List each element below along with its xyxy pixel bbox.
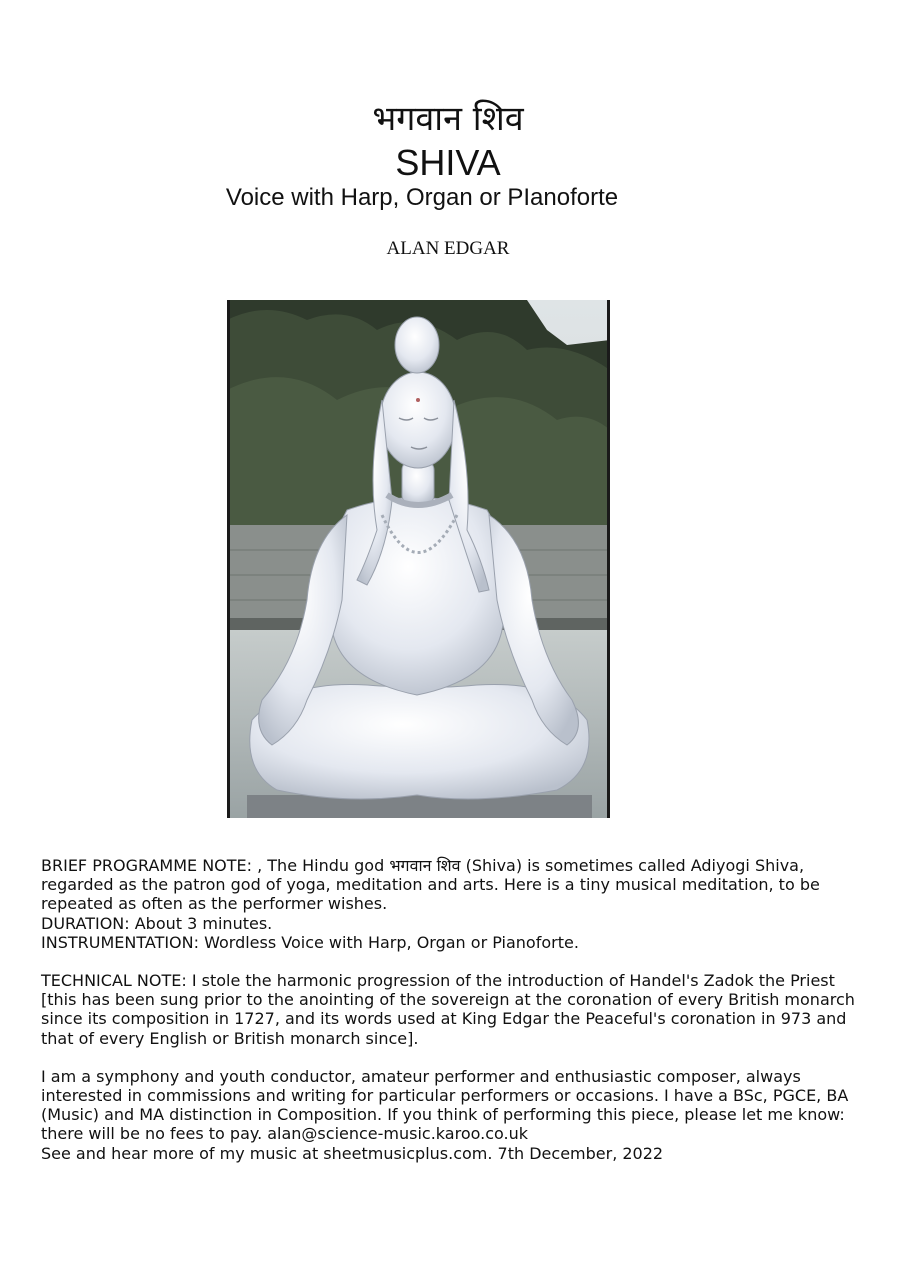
instrumentation-note: INSTRUMENTATION: Wordless Voice with Harp, Organ or Pianoforte. <box>41 932 579 952</box>
duration-note: DURATION: About 3 minutes. <box>41 913 273 933</box>
programme-notes <box>41 856 871 1163</box>
spacer <box>41 1048 871 1067</box>
technical-note: TECHNICAL NOTE: I stole the harmonic progression of the introduction of Handel's Zadok the Priest [this has been sung prior to the anointing of the sovereign at the coronation of every British monarch since its composition in 1727, and its words used at King Edgar the Peaceful's coronation in 973 and that of every English or British monarch since]. <box>41 971 855 1048</box>
hindi-title: भगवान शिव <box>372 99 524 139</box>
more-music-note: See and hear more of my music at sheetmusicplus.com. 7th December, 2022 <box>41 1143 664 1163</box>
subtitle: Voice with Harp, Organ or PIanoforte <box>225 184 619 211</box>
page-title: SHIVA <box>395 142 501 183</box>
composer-name: ALAN EDGAR <box>386 238 510 259</box>
about-composer: I am a symphony and youth conductor, amateur performer and enthusiastic composer, always interested in commissions and writing for particular performers or occasions. I have a BSc, PGCE, BA (Music) and MA distinction in Composition. If you think of performing this piece, please let me know: there will be no fees to pay. alan@science-music.karoo.co.uk <box>41 1066 849 1144</box>
shiva-statue-image <box>227 300 610 818</box>
programme-note: BRIEF PROGRAMME NOTE: , The Hindu god भगवान शिव (Shiva) is sometimes called Adiyogi Shiva, regarded as the patron god of yoga, meditation and arts. Here is a tiny musical meditation, to be repeated as often as the performer wishes. <box>41 856 820 914</box>
spacer <box>41 952 871 971</box>
